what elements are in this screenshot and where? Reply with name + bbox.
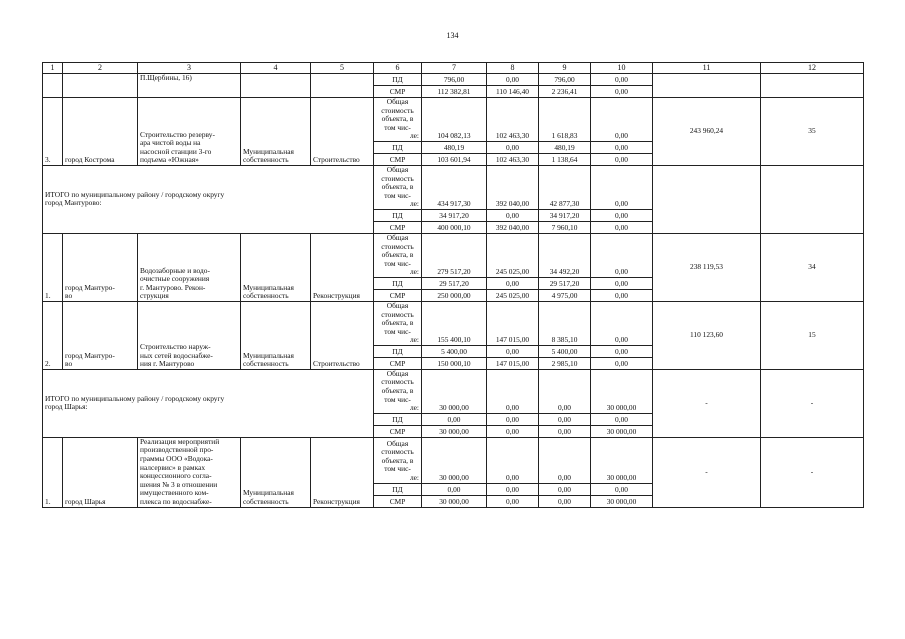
table-row bbox=[43, 165, 864, 209]
value-cell: 29 517,20 bbox=[422, 277, 487, 289]
ownership-cell: Муниципальная собственность bbox=[241, 98, 311, 166]
value-cell bbox=[653, 74, 761, 98]
value-cell: 147 015,00 bbox=[487, 301, 539, 345]
value-cell: 238 119,53 bbox=[653, 233, 761, 301]
value-cell bbox=[653, 165, 761, 233]
value-cell: 0,00 bbox=[539, 495, 591, 507]
total-cost-label: Общая стоимость объекта, в том чис- ле: bbox=[374, 437, 422, 483]
value-cell: 392 040,00 bbox=[487, 165, 539, 209]
value-cell: 34 917,20 bbox=[422, 209, 487, 221]
value-cell: 0,00 bbox=[487, 437, 539, 483]
value-cell: 30 000,00 bbox=[591, 369, 653, 413]
pd-label: ПД bbox=[374, 345, 422, 357]
total-cost-label: Общая стоимость объекта, в том чис- ле: bbox=[374, 301, 422, 345]
value-cell: 30 000,00 bbox=[591, 425, 653, 437]
col-header: 3 bbox=[138, 63, 241, 74]
value-cell: 0,00 bbox=[591, 233, 653, 277]
value-cell: - bbox=[761, 369, 864, 437]
value-cell: 0,00 bbox=[487, 369, 539, 413]
col-header: 4 bbox=[241, 63, 311, 74]
value-cell: 796,00 bbox=[422, 74, 487, 86]
value-cell: 0,00 bbox=[539, 425, 591, 437]
value-cell: 0,00 bbox=[487, 141, 539, 153]
value-cell: - bbox=[761, 437, 864, 507]
value-cell: 1 618,83 bbox=[539, 98, 591, 142]
value-cell: 0,00 bbox=[487, 495, 539, 507]
value-cell: 0,00 bbox=[591, 165, 653, 209]
value-cell: 0,00 bbox=[591, 141, 653, 153]
value-cell: 112 382,81 bbox=[422, 86, 487, 98]
total-cost-label: Общая стоимость объекта, в том чис- ле: bbox=[374, 165, 422, 209]
value-cell: 30 000,00 bbox=[591, 495, 653, 507]
value-cell: 155 400,10 bbox=[422, 301, 487, 345]
value-cell: 0,00 bbox=[487, 483, 539, 495]
work-type-cell: Реконструкция bbox=[311, 233, 374, 301]
city-cell: город Шарья bbox=[63, 437, 138, 507]
col-header: 6 bbox=[374, 63, 422, 74]
col-header: 12 bbox=[761, 63, 864, 74]
value-cell: 0,00 bbox=[591, 345, 653, 357]
work-type-cell: Строительство bbox=[311, 301, 374, 369]
city-cell: город Мантуро- во bbox=[63, 233, 138, 301]
value-cell: 0,00 bbox=[591, 289, 653, 301]
row-number: 1. bbox=[43, 437, 63, 507]
value-cell: 0,00 bbox=[591, 413, 653, 425]
pd-label: ПД bbox=[374, 483, 422, 495]
value-cell: 15 bbox=[761, 301, 864, 369]
value-cell: 34 917,20 bbox=[539, 209, 591, 221]
value-cell: 796,00 bbox=[539, 74, 591, 86]
total-cost-label: Общая стоимость объекта, в том чис- ле: bbox=[374, 233, 422, 277]
object-name: П.Щербины, 16) bbox=[138, 74, 241, 98]
value-cell: 480,19 bbox=[539, 141, 591, 153]
smr-label: СМР bbox=[374, 86, 422, 98]
smr-label: СМР bbox=[374, 357, 422, 369]
value-cell: 7 960,10 bbox=[539, 221, 591, 233]
value-cell: 0,00 bbox=[591, 277, 653, 289]
row-number: 1. bbox=[43, 233, 63, 301]
value-cell: 0,00 bbox=[487, 277, 539, 289]
value-cell: 35 bbox=[761, 98, 864, 166]
pd-label: ПД bbox=[374, 209, 422, 221]
value-cell bbox=[761, 74, 864, 98]
value-cell: 0,00 bbox=[487, 345, 539, 357]
value-cell: 0,00 bbox=[591, 98, 653, 142]
ownership-cell: Муниципальная собственность bbox=[241, 301, 311, 369]
col-header: 11 bbox=[653, 63, 761, 74]
value-cell: 0,00 bbox=[539, 369, 591, 413]
total-cost-label: Общая стоимость объекта, в том чис- ле: bbox=[374, 369, 422, 413]
value-cell: 30 000,00 bbox=[422, 425, 487, 437]
row-number bbox=[43, 74, 63, 98]
value-cell: 30 000,00 bbox=[422, 495, 487, 507]
pd-label: ПД bbox=[374, 74, 422, 86]
table-row bbox=[43, 301, 864, 345]
col-header: 7 bbox=[422, 63, 487, 74]
smr-label: СМР bbox=[374, 221, 422, 233]
value-cell: 250 000,00 bbox=[422, 289, 487, 301]
pd-label: ПД bbox=[374, 413, 422, 425]
object-name: Строительство резерву- ара чистой воды на насосной станции 3-го подъема «Южная» bbox=[138, 98, 241, 166]
page-number: 134 bbox=[446, 31, 459, 40]
value-cell: 0,00 bbox=[591, 74, 653, 86]
value-cell: 1 138,64 bbox=[539, 153, 591, 165]
smr-label: СМР bbox=[374, 153, 422, 165]
value-cell: 0,00 bbox=[591, 86, 653, 98]
value-cell: 30 000,00 bbox=[591, 437, 653, 483]
value-cell: - bbox=[653, 437, 761, 507]
ownership-cell bbox=[241, 74, 311, 98]
value-cell: 5 400,00 bbox=[539, 345, 591, 357]
value-cell: 0,00 bbox=[539, 413, 591, 425]
value-cell: 30 000,00 bbox=[422, 369, 487, 413]
pd-label: ПД bbox=[374, 141, 422, 153]
work-type-cell bbox=[311, 74, 374, 98]
value-cell: 29 517,20 bbox=[539, 277, 591, 289]
value-cell: 5 400,00 bbox=[422, 345, 487, 357]
ownership-cell: Муниципальная собственность bbox=[241, 233, 311, 301]
value-cell: 0,00 bbox=[422, 483, 487, 495]
subtotal-title: ИТОГО по муниципальному району / городскому округу город Шарья: bbox=[43, 369, 374, 437]
value-cell: 279 517,20 bbox=[422, 233, 487, 277]
value-cell: 0,00 bbox=[487, 209, 539, 221]
value-cell: 42 877,30 bbox=[539, 165, 591, 209]
object-name: Водозаборные и водо- очистные сооружения г. Мантурово. Рекон- струкция bbox=[138, 233, 241, 301]
col-header: 1 bbox=[43, 63, 63, 74]
row-number: 2. bbox=[43, 301, 63, 369]
value-cell: 103 601,94 bbox=[422, 153, 487, 165]
value-cell bbox=[761, 165, 864, 233]
value-cell: 0,00 bbox=[591, 357, 653, 369]
pd-label: ПД bbox=[374, 277, 422, 289]
value-cell: 245 025,00 bbox=[487, 289, 539, 301]
city-cell: город Кострома bbox=[63, 98, 138, 166]
value-cell: 0,00 bbox=[591, 483, 653, 495]
work-type-cell: Строительство bbox=[311, 98, 374, 166]
value-cell: 0,00 bbox=[591, 221, 653, 233]
value-cell: 0,00 bbox=[422, 413, 487, 425]
value-cell: 0,00 bbox=[487, 74, 539, 86]
table-row bbox=[43, 369, 864, 413]
city-cell bbox=[63, 74, 138, 98]
value-cell: 0,00 bbox=[487, 413, 539, 425]
table-row bbox=[43, 233, 864, 277]
value-cell: 0,00 bbox=[591, 209, 653, 221]
value-cell: 2 985,10 bbox=[539, 357, 591, 369]
smr-label: СМР bbox=[374, 289, 422, 301]
value-cell: 434 917,30 bbox=[422, 165, 487, 209]
value-cell: 2 236,41 bbox=[539, 86, 591, 98]
value-cell: 147 015,00 bbox=[487, 357, 539, 369]
col-header: 9 bbox=[539, 63, 591, 74]
value-cell: 110 123,60 bbox=[653, 301, 761, 369]
value-cell: 245 025,00 bbox=[487, 233, 539, 277]
table-row bbox=[43, 437, 864, 483]
budget-table bbox=[42, 62, 864, 508]
object-name: Реализация мероприятий производственной про- граммы ООО «Водока- налсервис» в рамках концессионного согла- шения № 3 в отношении имущественного ком- плекса по водоснабже- bbox=[138, 437, 241, 507]
value-cell: 4 975,00 bbox=[539, 289, 591, 301]
column-header-row bbox=[43, 63, 864, 74]
col-header: 2 bbox=[63, 63, 138, 74]
value-cell: 8 385,10 bbox=[539, 301, 591, 345]
col-header: 10 bbox=[591, 63, 653, 74]
value-cell: 110 146,40 bbox=[487, 86, 539, 98]
col-header: 5 bbox=[311, 63, 374, 74]
value-cell: 392 040,00 bbox=[487, 221, 539, 233]
value-cell: 34 bbox=[761, 233, 864, 301]
value-cell: 150 000,10 bbox=[422, 357, 487, 369]
value-cell: - bbox=[653, 369, 761, 437]
table-row bbox=[43, 98, 864, 142]
value-cell: 102 463,30 bbox=[487, 153, 539, 165]
smr-label: СМР bbox=[374, 495, 422, 507]
value-cell: 243 960,24 bbox=[653, 98, 761, 166]
value-cell: 0,00 bbox=[539, 483, 591, 495]
city-cell: город Мантуро- во bbox=[63, 301, 138, 369]
subtotal-title: ИТОГО по муниципальному району / городскому округу город Мантурово: bbox=[43, 165, 374, 233]
table-row bbox=[43, 74, 864, 86]
value-cell: 0,00 bbox=[487, 425, 539, 437]
value-cell: 480,19 bbox=[422, 141, 487, 153]
value-cell: 104 082,13 bbox=[422, 98, 487, 142]
ownership-cell: Муниципальная собственность bbox=[241, 437, 311, 507]
total-cost-label: Общая стоимость объекта, в том чис- ле: bbox=[374, 98, 422, 142]
value-cell: 0,00 bbox=[591, 301, 653, 345]
col-header: 8 bbox=[487, 63, 539, 74]
value-cell: 0,00 bbox=[591, 153, 653, 165]
value-cell: 34 492,20 bbox=[539, 233, 591, 277]
value-cell: 30 000,00 bbox=[422, 437, 487, 483]
object-name: Строительство наруж- ных сетей водоснабже- ния г. Мантурово bbox=[138, 301, 241, 369]
row-number: 3. bbox=[43, 98, 63, 166]
work-type-cell: Реконструкция bbox=[311, 437, 374, 507]
value-cell: 102 463,30 bbox=[487, 98, 539, 142]
smr-label: СМР bbox=[374, 425, 422, 437]
value-cell: 0,00 bbox=[539, 437, 591, 483]
value-cell: 400 000,10 bbox=[422, 221, 487, 233]
